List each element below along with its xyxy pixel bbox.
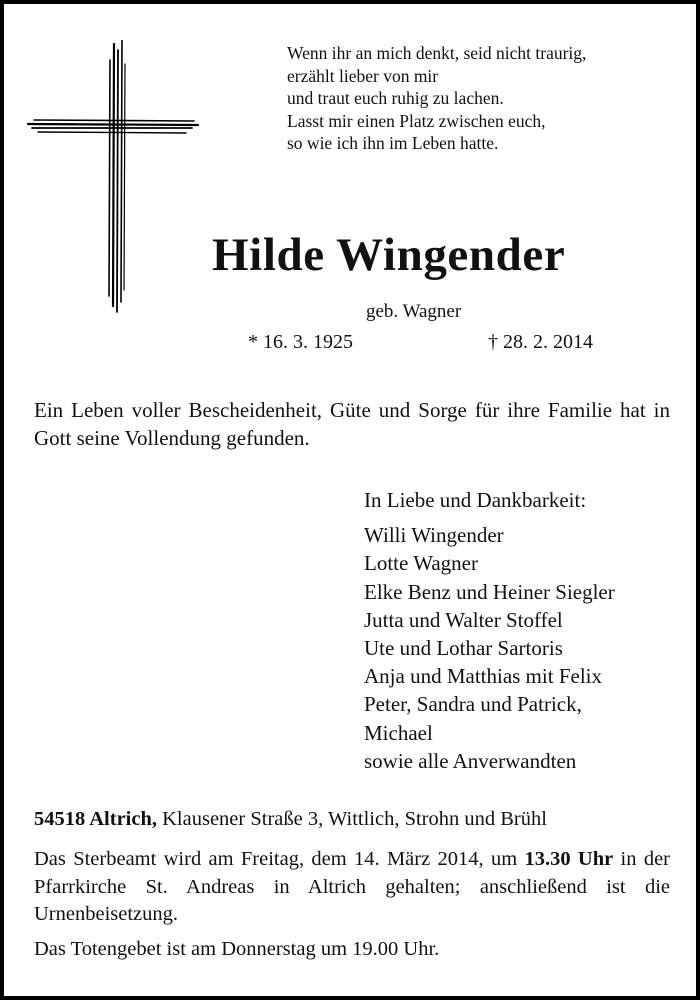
address-details: Klausener Straße 3, Wittlich, Strohn und Brühl (157, 808, 547, 830)
mourner-name: Willi Wingender (364, 523, 504, 548)
poem-line: Wenn ihr an mich denkt, seid nicht traurig, (287, 43, 587, 63)
birth-date: * 16. 3. 1925 (248, 331, 353, 353)
mourner-name: Peter, Sandra und Patrick, (364, 692, 582, 717)
mourners-list (364, 521, 615, 775)
mourners-block (364, 486, 615, 775)
maiden-name: geb. Wagner (366, 301, 462, 322)
service-time: 13.30 Uhr (524, 848, 614, 870)
poem-line: erzählt lieber von mir (287, 65, 439, 86)
death-date: † 28. 2. 2014 (488, 331, 593, 353)
address-place: 54518 Altrich, (34, 808, 157, 830)
deceased-name: Hilde Wingender (212, 229, 566, 281)
service-text-start: Das Sterbeamt wird am Freitag, dem 14. März 2014, um (34, 848, 525, 870)
poem-line: Lasst mir einen Platz zwischen euch, (287, 110, 546, 131)
prayer-notice: Das Totengebet ist am Donnerstag um 19.00 Uhr. (34, 938, 440, 960)
mourners-heading: In Liebe und Dankbarkeit: (364, 488, 587, 512)
mourner-name: sowie alle Anverwandten (364, 748, 577, 773)
service-text-end: in der Pfarrkirche St. Andreas in Altrich gehalten; anschließend ist die Urnenbeisetzung. (34, 848, 670, 925)
family-address (34, 808, 547, 831)
mourner-name: Jutta und Walter Stoffel (364, 607, 563, 632)
poem-line: und traut euch ruhig zu lachen. (287, 88, 504, 108)
poem-line: so wie ich ihn im Leben hatte. (287, 133, 499, 153)
mourner-name: Anja und Matthias mit Felix (364, 664, 602, 689)
mourner-name: Lotte Wagner (364, 551, 478, 576)
mourner-name: Ute und Lothar Sartoris (364, 636, 563, 661)
memorial-poem (287, 42, 586, 155)
cross-icon (26, 40, 204, 320)
mourner-name: Michael (364, 720, 433, 745)
funeral-service-notice (34, 846, 670, 929)
tribute-text: Ein Leben voller Bescheidenheit, Güte und Sorge für ihre Familie hat in Gott seine Vollendung gefunden. (34, 398, 670, 450)
mourner-name: Elke Benz und Heiner Siegler (364, 579, 615, 604)
